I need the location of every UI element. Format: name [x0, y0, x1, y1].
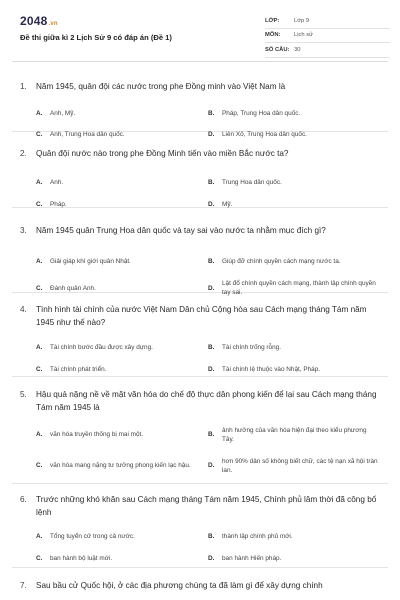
- exam-title: Đề thi giữa kì 2 Lịch Sử 9 có đáp án (Đề 1): [20, 33, 172, 42]
- option-text: Giúp đỡ chính quyền cách mạng nước ta.: [222, 257, 341, 265]
- question-stem: [20, 225, 380, 238]
- question-4: [12, 293, 388, 377]
- question-stem: [20, 389, 380, 414]
- option-text: Liên Xô, Trung Hoa dân quốc.: [222, 130, 307, 138]
- option-text: Đánh quân Anh.: [50, 284, 96, 292]
- question-1: [12, 62, 388, 138]
- meta-label: MÔN:: [265, 32, 281, 39]
- option-text: ảnh hưởng của văn hóa hiện đại theo kiểu phương Tây.: [222, 426, 367, 443]
- option-text: Anh, Trung Hoa dân quốc.: [50, 130, 125, 138]
- meta-label: LỚP:: [265, 17, 280, 24]
- option-letter: C.: [36, 554, 43, 562]
- meta-value: 30: [294, 46, 301, 53]
- option-text: văn hóa truyền thống bị mai một.: [50, 431, 144, 438]
- question-text: Năm 1945, quân đội các nước trong phe Đồng minh vào Việt Nam là: [36, 82, 286, 91]
- meta-value: Lịch sử: [294, 32, 314, 39]
- option-letter: A.: [36, 343, 43, 351]
- answer-option-a[interactable]: [36, 419, 208, 450]
- question-text: Tình hình tài chính của nước Việt Nam Dân chủ Cộng hòa sau Cách mạng tháng Tám năm 1945 như thế nào?: [36, 305, 367, 327]
- answer-option-b[interactable]: [208, 103, 380, 124]
- answer-option-b[interactable]: [208, 172, 380, 194]
- question-number: 4.: [20, 305, 27, 314]
- option-text: Tổng tuyển cử trong cả nước.: [50, 532, 135, 540]
- option-letter: D.: [208, 462, 215, 469]
- question-number: 3.: [20, 226, 27, 235]
- option-letter: A.: [36, 431, 43, 438]
- question-3: [12, 208, 388, 296]
- option-text: Giải giáp khí giới quân Nhật.: [50, 257, 131, 265]
- question-5: [12, 377, 388, 484]
- question-number: 5.: [20, 390, 27, 399]
- question-number: 2.: [20, 149, 27, 158]
- question-stem: [20, 494, 380, 519]
- option-letter: B.: [208, 109, 215, 117]
- option-text: Anh.: [50, 179, 64, 186]
- meta-label: SỐ CÂU:: [265, 46, 290, 53]
- question-number: 1.: [20, 82, 27, 91]
- answer-options: [36, 336, 380, 380]
- question-2: [12, 132, 388, 208]
- page-header: [12, 0, 388, 62]
- option-letter: A.: [36, 179, 43, 186]
- option-letter: C.: [36, 130, 43, 138]
- answer-options: [36, 419, 380, 481]
- option-letter: D.: [208, 365, 215, 373]
- question-stem: [20, 81, 380, 94]
- meta-row-class: [265, 14, 390, 29]
- logo-text: 2048: [20, 14, 48, 28]
- answer-option-a[interactable]: [36, 525, 208, 547]
- option-letter: B.: [208, 431, 215, 438]
- answer-option-a[interactable]: [36, 103, 208, 124]
- question-text: Sau bầu cử Quốc hội, ở các địa phương chúng ta đã làm gì để xây dựng chính: [36, 581, 323, 590]
- question-text: Năm 1945 quân Trung Hoa dân quốc và tay sai vào nước ta nhằm mục đích gì?: [36, 226, 326, 235]
- option-letter: D.: [208, 554, 215, 562]
- answer-option-a[interactable]: [36, 248, 208, 275]
- answer-options: [36, 525, 380, 569]
- option-letter: C.: [36, 462, 43, 469]
- meta-row-question-count: [265, 43, 390, 58]
- answer-option-a[interactable]: [36, 336, 208, 358]
- exam-meta-table: [265, 14, 390, 58]
- option-letter: D.: [208, 130, 215, 138]
- option-text: Trung Hoa dân quốc.: [222, 179, 282, 186]
- answer-option-d[interactable]: [208, 547, 380, 569]
- option-text: ban hành Hiến pháp.: [222, 554, 282, 562]
- logo-tld: .vn: [48, 21, 58, 27]
- meta-value: Lớp 9: [294, 17, 310, 24]
- option-letter: B.: [208, 179, 215, 186]
- answer-option-b[interactable]: [208, 336, 380, 358]
- option-letter: C.: [36, 365, 43, 373]
- option-letter: D.: [208, 201, 215, 208]
- option-letter: C.: [36, 201, 43, 208]
- answer-option-a[interactable]: [36, 172, 208, 194]
- meta-row-subject: [265, 29, 390, 44]
- option-letter: A.: [36, 257, 43, 265]
- answer-option-c[interactable]: [36, 450, 208, 481]
- question-6: [12, 484, 388, 568]
- option-letter: B.: [208, 343, 215, 351]
- option-text: ban hành bộ luật mới.: [50, 554, 113, 562]
- option-text: Lật đổ chính quyền cách mạng, thành lập chính quyền tay sai.: [222, 280, 376, 296]
- option-letter: B.: [208, 257, 215, 265]
- option-letter: B.: [208, 532, 215, 540]
- option-text: văn hóa mang nặng tư tưởng phong kiến lạc hậu.: [50, 462, 191, 469]
- option-letter: C.: [36, 284, 43, 292]
- question-7: [12, 568, 388, 600]
- site-logo[interactable]: [20, 14, 58, 28]
- option-letter: A.: [36, 532, 43, 540]
- answer-option-b[interactable]: [208, 248, 380, 275]
- answer-option-b[interactable]: [208, 419, 380, 450]
- answer-option-b[interactable]: [208, 525, 380, 547]
- option-text: Anh, Mỹ.: [50, 109, 76, 117]
- option-text: hơn 90% dân số không biết chữ, các tệ nạn xã hội tràn lan.: [222, 457, 378, 474]
- option-text: Tài chính trống rỗng.: [222, 343, 281, 351]
- option-text: Pháp.: [50, 201, 67, 208]
- option-letter: A.: [36, 109, 43, 117]
- option-text: Pháp, Trung Hoa dân quốc.: [222, 109, 301, 117]
- question-text: Trước những khó khăn sau Cách mạng tháng Tám năm 1945, Chính phủ lâm thời đã công bố lệnh: [36, 495, 377, 517]
- question-stem: [20, 304, 380, 329]
- answer-option-c[interactable]: [36, 547, 208, 569]
- option-text: Tài chính bước đầu được xây dựng.: [50, 343, 153, 351]
- question-text: Hậu quả nặng nề về mặt văn hóa do chế độ thực dân phong kiến để lại sau Cách mạng tháng Tám năm 1945 là: [36, 390, 377, 412]
- question-stem: [20, 580, 380, 593]
- option-text: Tài chính lệ thuộc vào Nhật, Pháp.: [222, 365, 321, 373]
- question-text: Quân đội nước nào trong phe Đồng Minh tiến vào miền Bắc nước ta?: [36, 149, 289, 158]
- option-text: Mỹ.: [222, 201, 233, 208]
- option-text: thành lập chính phủ mới.: [222, 532, 293, 540]
- option-text: Tài chính phát triển.: [50, 365, 107, 373]
- question-number: 6.: [20, 495, 27, 504]
- answer-option-d[interactable]: [208, 450, 380, 481]
- question-number: 7.: [20, 581, 27, 590]
- question-stem: [20, 148, 380, 161]
- option-letter: D.: [208, 284, 215, 292]
